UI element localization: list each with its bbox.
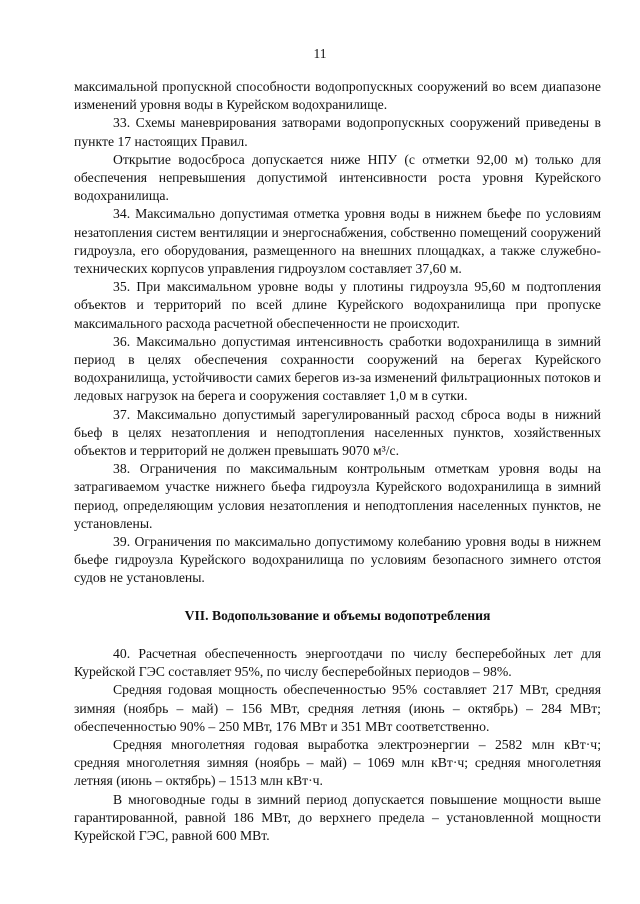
paragraph-continuation: максимальной пропускной способности водопропускных сооружений во всем диапазоне изменений уровня воды в Курейском водохранилище. <box>74 79 601 113</box>
paragraph-high-water-years: В многоводные годы в зимний период допускается повышение мощности выше гарантированной, равной 186 МВт, до верхнего предела – установленной мощности Курейской ГЭС, равной 600 МВт. <box>74 791 601 843</box>
paragraph-36: 36. Максимально допустимая интенсивность сработки водохранилища в зимний период в целях обеспечения сохранности сооружений на берегах Курейского водохранилища, устойчивости самих берегов из-за изменений фильтрационных потоков и ледовых нагрузок на берега и сооружения составляет 1,0 м в сутки. <box>74 333 601 404</box>
paragraph-40: 40. Расчетная обеспеченность энергоотдачи по числу бесперебойных лет для Курейской ГЭС составляет 95%, по числу бесперебойных периодов – 98%. <box>74 645 601 680</box>
paragraph-average-power: Средняя годовая мощность обеспеченностью 95% составляет 217 МВт, средняя зимняя (ноябрь – май) – 156 МВт, средняя летняя (июнь – октябрь) – 284 МВт; обеспеченностью 90% – 250 МВт, 176 МВт и 351 МВт соответственно. <box>74 682 601 734</box>
paragraph-spillway-opening: Открытие водосброса допускается ниже НПУ (с отметки 92,00 м) только для обеспечения непревышения допустимой интенсивности роста уровня Курейского водохранилища. <box>74 151 601 204</box>
paragraph-34: 34. Максимально допустимая отметка уровня воды в нижнем бьефе по условиям незатопления систем вентиляции и энергоснабжения, собственно помещений сооружений гидроузла, его оборудования, размещенного на внешних площадках, а также служебно-технических корпусов управления гидроузлом составляет 37,60 м. <box>74 206 601 277</box>
paragraph-33: 33. Схемы маневрирования затворами водопропускных сооружений приведены в пункте 17 настоящих Правил. <box>74 115 601 149</box>
paragraph-35: 35. При максимальном уровне воды у плотины гидроузла 95,60 м подтопления объектов и территорий по всей длине Курейского водохранилища при пропуске максимального расхода расчетной обеспеченности не происходит. <box>74 279 601 331</box>
document-body <box>74 78 601 845</box>
paragraph-average-output: Средняя многолетняя годовая выработка электроэнергии – 2582 млн кВт·ч; средняя многолетняя зимняя (ноябрь – май) – 1069 млн кВт·ч; средняя многолетняя летняя (июнь – октябрь) – 1513 млн кВт·ч. <box>74 736 601 789</box>
paragraph-38: 38. Ограничения по максимальным контрольным отметкам уровня воды на затрагиваемом участке нижнего бьефа гидроузла Курейского водохранилища в зимний период, определяющим условия незатопления и неподтопления населенных пунктов, не установлены. <box>74 461 601 531</box>
page-number: 11 <box>313 46 327 61</box>
paragraph-39: 39. Ограничения по максимально допустимому колебанию уровня воды в нижнем бьефе гидроузла Курейского водохранилища по условиям безопасного зимнего отстоя судов не установлены. <box>74 534 601 586</box>
paragraph-37: 37. Максимально допустимый зарегулированный расход сброса воды в нижний бьеф в целях незатопления и неподтопления населенных пунктов, хозяйственных объектов и территорий не должен превышать 9070 м³/с. <box>74 406 601 459</box>
section-title: VII. Водопользование и объемы водопотребления <box>184 607 491 623</box>
